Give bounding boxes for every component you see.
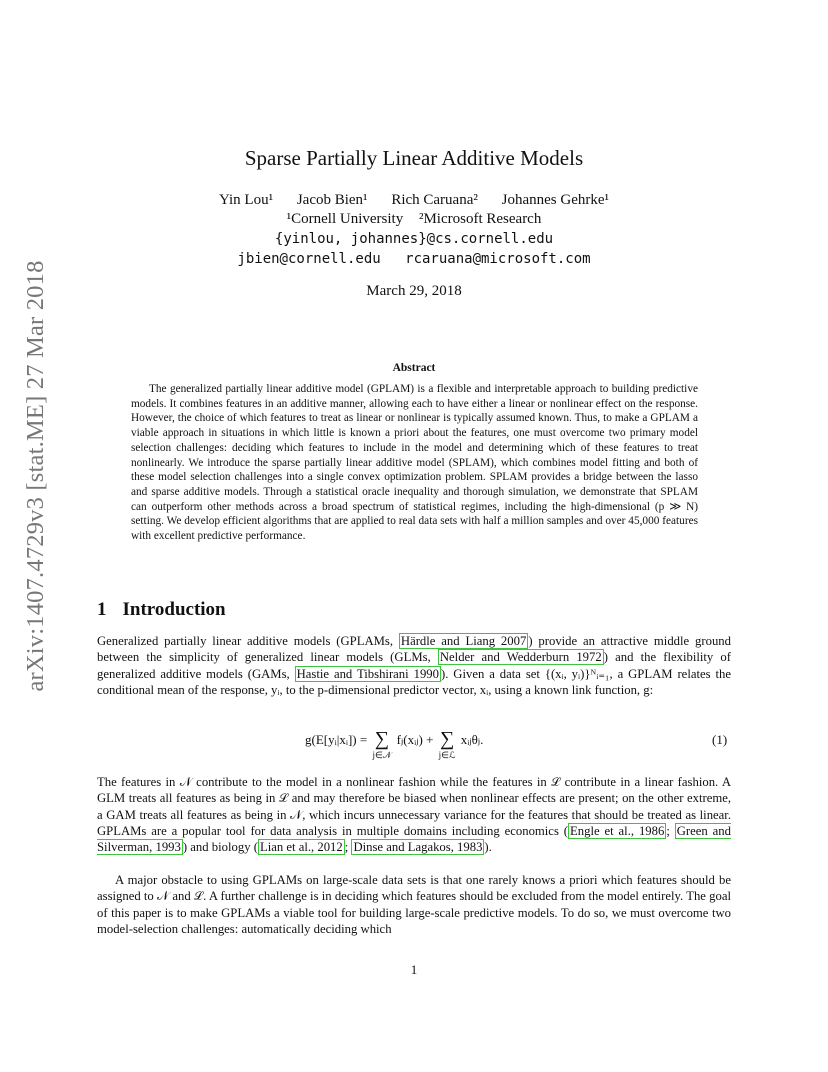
- author-list: [0, 192, 828, 209]
- email-line-1: {yinlou, johannes}@cs.cornell.edu: [274, 231, 554, 247]
- intro-paragraph-3: A major obstacle to using GPLAMs on large-scale data sets is that one rarely knows a priori which features should be assigned to 𝒩 and ℒ. A further challenge is in deciding which features should be excluded from the model entirely. The goal of this paper is to make GPLAMs a viable tool for building large-scale predictive models. To do so, we must overcome two model-selection challenges: automatically deciding which: [97, 873, 731, 936]
- abstract-heading: Abstract: [392, 362, 436, 374]
- paragraph-text: ) and biology (: [182, 840, 258, 855]
- paragraph-text: ) provide an attractive middle ground between the simplicity of generalized linear models (GLMs,: [97, 634, 731, 665]
- section-heading: [97, 599, 226, 621]
- section-title: Introduction: [122, 599, 226, 620]
- citation-link[interactable]: Green and Silverman, 1993: [97, 823, 731, 855]
- paper-title: Sparse Partially Linear Additive Models: [244, 146, 584, 170]
- citation-link[interactable]: Lian et al., 2012: [259, 840, 343, 855]
- sum-symbol: ∑: [439, 728, 455, 750]
- affiliation-list: [0, 211, 828, 228]
- intro-paragraph-2: [97, 774, 731, 855]
- paragraph-text: ).: [484, 840, 492, 855]
- author-name: Yin Lou¹: [218, 192, 274, 208]
- citation-link[interactable]: Dinse and Lagakos, 1983: [353, 840, 483, 855]
- intro-paragraph-1: [97, 633, 731, 698]
- paragraph-text: Generalized partially linear additive models (GPLAMs,: [97, 634, 399, 648]
- email-line-2: [0, 251, 828, 267]
- page-number: 1: [410, 962, 418, 977]
- citation-link[interactable]: Engle et al., 1986: [570, 823, 665, 838]
- paper-date: March 29, 2018: [366, 283, 462, 299]
- equation-term: fⱼ(xᵢⱼ) +: [396, 732, 434, 747]
- author-name: Rich Caruana²: [391, 192, 478, 208]
- citation-link[interactable]: Nelder and Wedderburn 1972: [439, 650, 602, 665]
- sum-symbol: ∑: [374, 728, 390, 750]
- summation-nonlinear: [372, 728, 391, 760]
- sum-index: j∈𝒩: [372, 750, 392, 760]
- citation-link[interactable]: Hastie and Tibshirani 1990: [296, 666, 439, 681]
- citation-link[interactable]: Härdle and Liang 2007: [400, 634, 527, 648]
- equation-term: xᵢⱼθⱼ.: [460, 732, 484, 747]
- arxiv-identifier-stamp: arXiv:1407.4729v3 [stat.ME] 27 Mar 2018: [22, 260, 49, 692]
- paragraph-text: The features in 𝒩 contribute to the model in a nonlinear fashion while the features in ℒ contribute in a linear fashion. A GLM treats all features as being in ℒ and may therefore be biased when nonlinear effects are present; on the other extreme, a GAM treats all features as being in 𝒩, which incurs unnecessary variance for the features that should be treated as linear. GPLAMs are a popular tool for data analysis in multiple domains including economics (: [97, 775, 731, 838]
- paragraph-text: ) and the flexibility of generalized additive models (GAMs,: [97, 650, 731, 681]
- equation-body: [305, 728, 483, 760]
- email-address: jbien@cornell.edu: [237, 251, 381, 267]
- abstract-text: The generalized partially linear additive model (GPLAM) is a flexible and interpretable approach to building predictive models. It combines features in an additive manner, allowing each to have either a linear or nonlinear effect on the response. However, the choice of which features to treat as linear or nonlinear is typically assumed known. Thus, to make a GPLAM a viable approach in situations in which little is known a priori about the features, one must overcome two primary model selection challenges: deciding which features to include in the model and determining which of these features to treat nonlinearly. We introduce the sparse partially linear additive model (SPLAM), which combines model fitting and both of these model selection challenges into a single convex optimization problem. SPLAM provides a bridge between the lasso and sparse additive models. Through a statistical oracle inequality and thorough simulation, we demonstrate that SPLAM can outperform other methods across a broad spectrum of statistical regimes, including the high-dimensional (p ≫ N) setting. We develop efficient algorithms that are applied to real data sets with half a million samples and over 45,000 features with excellent predictive performance.: [131, 383, 698, 543]
- equation-lhs: g(E[yᵢ|xᵢ]) =: [305, 732, 368, 747]
- summation-linear: [439, 728, 456, 760]
- paragraph-text: ). Given a data set {(xᵢ, yᵢ)}ᴺᵢ₌₁, a GPLAM relates the conditional mean of the response, yᵢ, to the p-dimensional predictor vector, xᵢ, using a known link function, g:: [97, 666, 731, 697]
- sum-index: j∈ℒ: [438, 750, 456, 760]
- affiliation: ²Microsoft Research: [418, 211, 542, 227]
- affiliation: ¹Cornell University: [286, 211, 404, 227]
- email-address: rcaruana@microsoft.com: [405, 251, 591, 267]
- author-name: Jacob Bien¹: [296, 192, 368, 208]
- paragraph-text: ;: [666, 823, 675, 838]
- equation-number: (1): [712, 732, 728, 747]
- equation-1: [0, 728, 828, 768]
- paragraph-text: ;: [344, 840, 352, 855]
- author-name: Johannes Gehrke¹: [501, 192, 610, 208]
- section-number: 1: [97, 599, 107, 620]
